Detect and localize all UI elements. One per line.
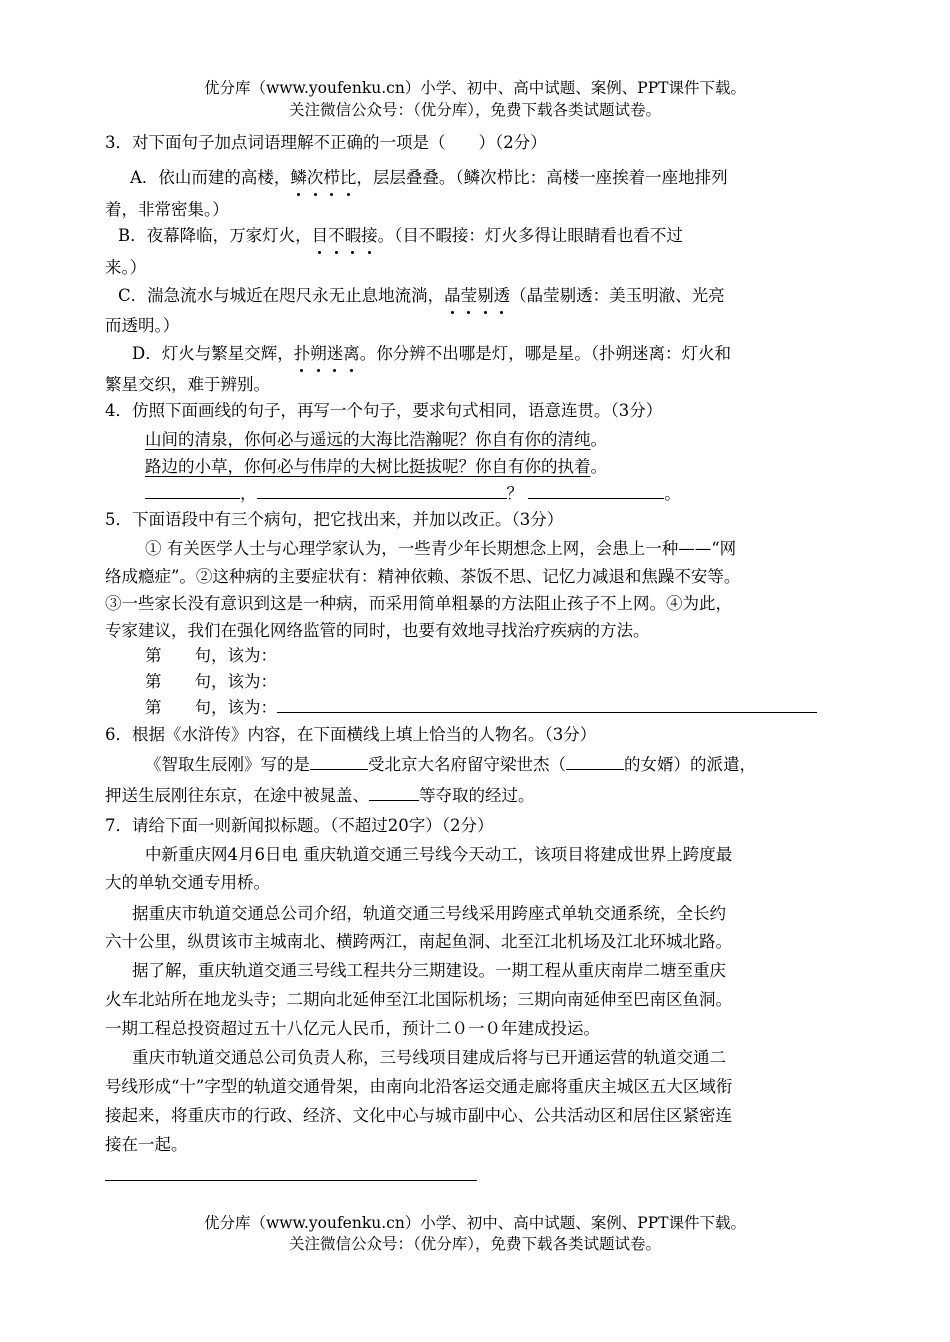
q3-a-dotted-char: 栉 [323,163,340,193]
q7-news-line: 据了解，重庆轨道交通三号线工程共分三期建设。一期工程从重庆南岸二塘至重庆 [132,961,726,980]
q3-c-dotted-char: 剔 [477,281,494,311]
q7-stem: 7．请给下面一则新闻拟标题。（不超过20字）（2分） [105,816,494,835]
q6-blank-3[interactable] [369,782,419,801]
q3-c-dotted-char: 晶 [444,281,461,311]
q7-news-line: 接在一起。 [105,1135,188,1154]
q3-option-a [130,163,728,193]
q6-text: 《智取生辰刚》写的是 [145,755,310,774]
q4-period: 。 [590,457,607,476]
q7-news-line: 中新重庆网4月6日电 重庆轨道交通三号线今天动工，该项目将建成世界上跨度最 [145,845,733,864]
q3-b-dotted-char: 不 [328,221,345,251]
q5-paragraph-line: 专家建议，我们在强化网络监管的同时，也要有效地寻找治疗疾病的方法。 [105,621,650,640]
q5-stem: 5．下面语段中有三个病句，把它找出来，并加以改正。（3分） [105,510,564,529]
q3-b-text-post: 。（目不暇接：灯火多得让眼睛看也看不过 [377,226,683,245]
q3-c-dotted-char: 莹 [461,281,478,311]
header-line-2: 关注微信公众号：（优分库），免费下载各类试题试卷。 [288,101,661,119]
q3-b-text-pre: B．夜幕降临，万家灯火， [118,226,312,245]
q4-comma: ， [240,484,257,503]
q7-news-line: 六十公里，纵贯该市主城南北、横跨两江，南起鱼洞、北至江北机场及江北环城北路。 [105,932,732,951]
q3-c-text-post: （晶莹剔透：美玉明澈、光亮 [510,286,725,305]
q5-answer-2: 第 句，该为： [145,672,277,691]
q5-paragraph-line: 络成瘾症”。②这种病的主要症状有：精神依赖、茶饭不思、记忆力减退和焦躁不安等。 [105,567,741,586]
q3-option-b [118,221,683,251]
q6-blank-1[interactable] [310,751,368,770]
q3-b-dotted-char: 暇 [345,221,362,251]
q4-blank-2[interactable] [257,480,507,499]
q7-news-line: 一期工程总投资超过五十八亿元人民币，预计二０一０年建成投运。 [105,1019,600,1038]
q6-text: 的女婿）的派遣， [624,755,756,774]
q3-a-dotted-char: 比 [340,163,357,193]
header-line-1: 优分库（www.youfenku.cn）小学、初中、高中试题、案例、PPT课件下载。 [203,79,747,97]
q7-news-line: 重庆市轨道交通总公司负责人称，三号线项目建成后将与已开通运营的轨道交通二 [132,1048,726,1067]
q4-period: 。 [664,484,681,503]
q5-answer-1: 第 句，该为： [145,646,277,665]
q3-option-d-cont: 繁星交织，难于辨别。 [105,375,270,394]
q3-c-dotted-char: 透 [494,281,511,311]
q7-news-line: 据重庆市轨道交通总公司介绍，轨道交通三号线采用跨座式单轨交通系统，全长约 [132,904,726,923]
q6-line-1 [145,750,756,780]
q3-a-text-post: ，层层叠叠。（鳞次栉比：高楼一座挨着一座地排列 [356,168,728,187]
q5-answer-3 [145,693,817,723]
q3-option-c [118,281,725,311]
q3-option-a-cont: 着，非常密集。） [105,200,229,219]
q3-d-dotted-char: 朔 [310,339,327,369]
q4-question-mark: ？ [506,484,523,503]
q4-model-line-2 [145,452,607,482]
q3-b-dotted-char: 目 [312,221,329,251]
q4-period: 。 [590,430,607,449]
q7-news-line: 号线形成“十”字型的轨道交通骨架，由南向北沿客运交通走廊将重庆主城区五大区域衔 [105,1077,733,1096]
q3-option-c-cont: 而透明。） [105,316,180,335]
footer-line-1: 优分库（www.youfenku.cn）小学、初中、高中试题、案例、PPT课件下载。 [203,1214,747,1232]
q6-stem: 6．根据《水浒传》内容，在下面横线上填上恰当的人物名。（3分） [105,725,597,744]
footer-line-2: 关注微信公众号：（优分库），免费下载各类试题试卷。 [288,1235,661,1253]
q3-a-dotted-char: 鳞 [290,163,307,193]
q4-blank-3[interactable] [528,480,664,499]
q6-blank-2[interactable] [566,751,624,770]
q7-answer-line[interactable] [105,1180,477,1181]
q7-news-line: 接起来，将重庆市的行政、经济、文化中心与城市副中心、公共活动区和居住区紧密连 [105,1106,732,1125]
q7-news-line: 大的单轨交通专用桥。 [105,873,270,892]
q3-stem: 3．对下面句子加点词语理解不正确的一项是（ ）（2分） [105,133,547,152]
q4-blank-1[interactable] [145,480,240,499]
q6-line-2 [105,781,535,811]
q3-option-d [132,339,731,369]
q7-news-line: 火车北站所在地龙头寺；二期向北延伸至江北国际机场；三期向南延伸至巴南区鱼洞。 [105,990,732,1009]
q5-paragraph-line: ③一些家长没有意识到这是一种病，而采用简单粗暴的方法阻止孩子不上网。④为此， [105,594,732,613]
q4-model-line-1 [145,425,607,455]
q4-model-sentence-2: 路边的小草，你何必与伟岸的大树比挺拔呢？你自有你的执着 [145,457,591,476]
q6-text: 押送生辰刚往东京，在途中被晁盖、 [105,786,369,805]
q4-model-sentence-1: 山间的清泉，你何必与遥远的大海比浩瀚呢？你自有你的清纯 [145,430,591,449]
q3-c-text-pre: C．湍急流水与城近在咫尺永无止息地流淌， [118,286,445,305]
q5-answer-3-label: 第 句，该为： [145,698,277,717]
q3-b-dotted-char: 接 [361,221,378,251]
q3-a-text-pre: A．依山而建的高楼， [130,168,291,187]
q3-d-text-post: 。你分辨不出哪是灯，哪是星。（扑朔迷离：灯火和 [359,344,731,363]
q3-option-b-cont: 来。） [105,258,147,277]
q3-a-dotted-char: 次 [307,163,324,193]
q5-paragraph-line: ① 有关医学人士与心理学家认为，一些青少年长期想念上网，会患上一种——“网 [145,539,737,558]
q3-d-text-pre: D．灯火与繁星交辉， [132,344,294,363]
q6-text: 等夺取的经过。 [419,786,535,805]
q3-d-dotted-char: 扑 [294,339,311,369]
q6-text: 受北京大名府留守梁世杰（ [368,755,566,774]
q3-d-dotted-char: 迷 [327,339,344,369]
q4-stem: 4．仿照下面画线的句子，再写一个句子，要求句式相同，语意连贯。（3分） [105,401,663,420]
q5-answer-blank[interactable] [277,694,817,713]
q3-d-dotted-char: 离 [343,339,360,369]
